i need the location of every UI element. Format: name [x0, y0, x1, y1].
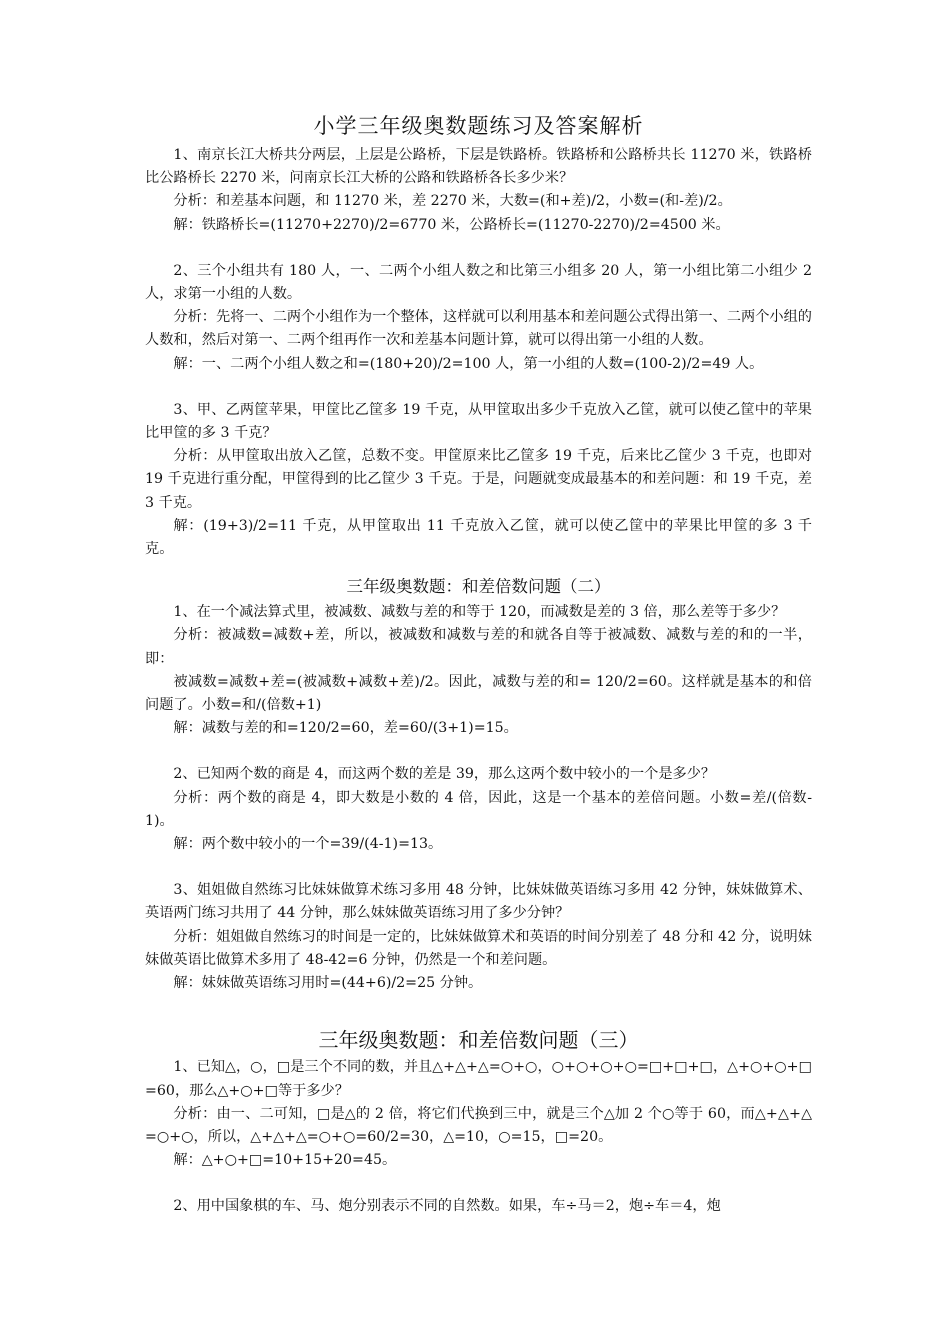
- s2-q2-solution: 解：两个数中较小的一个=39/(4-1)=13。: [173, 836, 443, 853]
- s1-q2-question: 2、三个小组共有 180 人，一、二两个小组人数之和比第三小组多 20 人，第一小组比第二小组少 2 人，求第一小组的人数。: [145, 262, 812, 303]
- document-title: 小学三年级奥数题练习及答案解析: [313, 114, 644, 138]
- s1-q3-solution: 解：(19+3)/2=11 千克，从甲筐取出 11 千克放入乙筐，就可以使乙筐中的苹果比甲筐的多 3 千克。: [145, 517, 812, 558]
- s1-q2-analysis: 分析：先将一、二两个小组作为一个整体，这样就可以利用基本和差问题公式得出第一、二两个小组的人数和，然后对第一、二两个组再作一次和差基本问题计算，就可以得出第一小组的人数。: [145, 309, 812, 349]
- spacer: [145, 995, 812, 1018]
- spacer: [145, 561, 812, 573]
- s3-q1-solution: 解：△+○+□=10+15+20=45。: [173, 1152, 397, 1169]
- s1-q1-question: 1、南京长江大桥共分两层，上层是公路桥，下层是铁路桥。铁路桥和公路桥共长 11270 米，铁路桥比公路桥长 2270 米，问南京长江大桥的公路和铁路桥各长多少米？: [145, 147, 812, 187]
- s2-q2-analysis: 分析：两个数的商是 4，即大数是小数的 4 倍，因此，这是一个基本的差倍问题。小数=差/(倍数-1)。: [145, 789, 812, 829]
- spacer: [145, 237, 812, 260]
- section2-heading: 三年级奥数题：和差倍数问题（二）: [346, 577, 611, 597]
- spacer: [145, 1172, 812, 1195]
- s2-q3-analysis: 分析：姐姐做自然练习的时间是一定的，比妹妹做算术和英语的时间分别差了 48 分和 42 分，说明妹妹做英语比做算术多用了 48-42=6 分钟，仍然是一个和差问题。: [145, 928, 812, 968]
- s1-q2-solution: 解：一、二两个小组人数之和=(180+20)/2=100 人，第一小组的人数=(100-2)/2=49 人。: [173, 355, 764, 372]
- s2-q1-analysis: 分析：被减数=减数+差，所以，被减数和减数与差的和就各自等于被减数、减数与差的和的一半，即：: [145, 627, 812, 667]
- s2-q1-solution: 解：减数与差的和=120/2=60，差=60/(3+1)=15。: [173, 720, 518, 737]
- s1-q3-analysis: 分析：从甲筐取出放入乙筐，总数不变。甲筐原来比乙筐多 19 千克，后来比乙筐少 3 千克，也即对 19 千克进行重分配，甲筐得到的比乙筐少 3 千克。于是，问题就变成最基本的和差问题：和 19 千克，差 3 千克。: [145, 448, 812, 511]
- spacer: [145, 376, 812, 399]
- s3-q2-question: 2、用中国象棋的车、马、炮分别表示不同的自然数。如果，车÷马＝2，炮÷车＝4，炮: [173, 1198, 721, 1215]
- section3-heading: 三年级奥数题：和差倍数问题（三）: [318, 1028, 639, 1053]
- s2-q3-question: 3、姐姐做自然练习比妹妹做算术练习多用 48 分钟，比妹妹做英语练习多用 42 分钟，妹妹做算术、英语两门练习共用了 44 分钟，那么妹妹做英语练习用了多少分钟？: [145, 882, 812, 922]
- s2-q1-question: 1、在一个减法算式里，被减数、减数与差的和等于 120，而减数是差的 3 倍，那么差等于多少？: [173, 604, 786, 621]
- spacer: [145, 856, 812, 879]
- s1-q1-analysis: 分析：和差基本问题，和 11270 米，差 2270 米，大数=(和+差)/2，小数=(和-差)/2。: [173, 193, 732, 210]
- s2-q2-question: 2、已知两个数的商是 4，而这两个数的差是 39，那么这两个数中较小的一个是多少？: [173, 766, 716, 783]
- s2-q3-solution: 解：妹妹做英语练习用时=(44+6)/2=25 分钟。: [173, 975, 483, 992]
- s1-q3-question: 3、甲、乙两筐苹果，甲筐比乙筐多 19 千克，从甲筐取出多少千克放入乙筐，就可以使乙筐中的苹果比甲筐的多 3 千克？: [145, 401, 812, 442]
- s3-q1-analysis: 分析：由一、二可知，□是△的 2 倍，将它们代换到三中，就是三个△加 2 个○等于 60，而△+△+△=○+○，所以，△+△+△=○+○=60/2=30，△=10，○=15，□=20。: [145, 1105, 812, 1145]
- s1-q1-solution: 解：铁路桥长=(11270+2270)/2=6770 米，公路桥长=(11270-2270)/2=4500 米。: [173, 216, 730, 233]
- spacer: [145, 740, 812, 763]
- s3-q1-question: 1、已知△，○，□是三个不同的数，并且△+△+△=○+○，○+○+○+○=□+□+□，△+○+○+□=60，那么△+○+□等于多少？: [145, 1059, 812, 1099]
- s2-q1-formula: 被减数=减数+差=(被减数+减数+差)/2。因此，减数与差的和= 120/2=60。这样就是基本的和倍问题了。小数=和/(倍数+1): [145, 673, 812, 714]
